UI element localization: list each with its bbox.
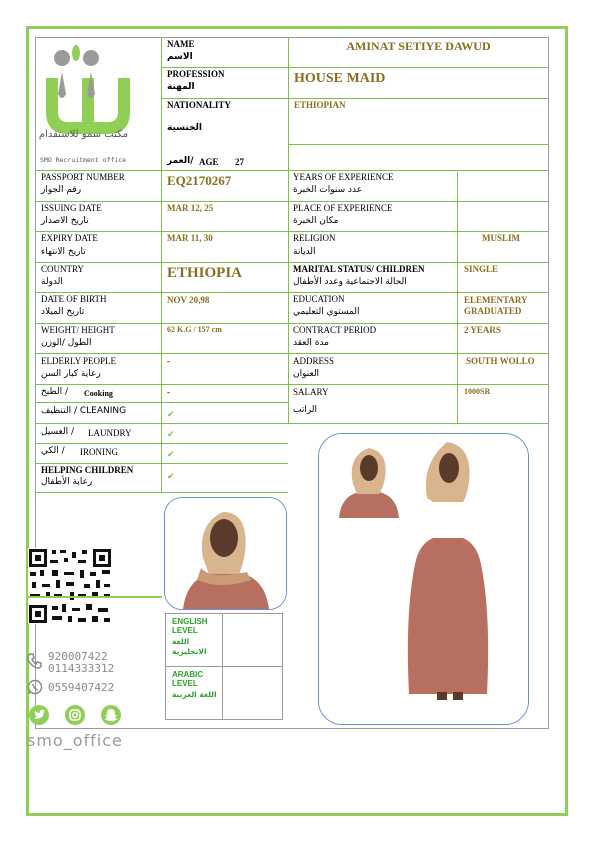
dob-label: DATE OF BIRTH (41, 294, 107, 304)
laundry-label: LAUNDRY (88, 428, 132, 438)
divider (288, 144, 549, 145)
nationality-value: ETHIOPIAN (294, 100, 346, 110)
religion-label: RELIGION (293, 233, 336, 243)
issuing-date-value: MAR 12, 25 (167, 203, 214, 213)
divider (36, 443, 288, 444)
divider (36, 463, 288, 464)
religion-label-ar: الديانة (293, 247, 316, 257)
divider (457, 172, 458, 423)
company-logo (38, 40, 158, 168)
qr-code (28, 548, 112, 624)
divider (36, 292, 549, 293)
contract-period-label: CONTRACT PERIOD (293, 325, 377, 335)
age-label-ar: العمر/ (167, 156, 194, 166)
office-name-en: SMO Recruitment office (40, 156, 127, 164)
office-name-ar: مكتب سمو للاستقدام (38, 129, 128, 140)
address-label: ADDRESS (293, 356, 335, 366)
country-label: COUNTRY (41, 264, 85, 274)
passport-label-ar: رقم الجواز (41, 185, 82, 195)
ironing-check-icon: ✔ (167, 450, 175, 460)
whatsapp-icon (27, 679, 43, 699)
phone-number-1: 920007422 (48, 650, 108, 663)
cleaning-check-icon: ✔ (167, 410, 175, 420)
office-handle: smo_office (27, 731, 123, 750)
dob-label-ar: تاريخ الميلاد (41, 307, 85, 317)
dob-value: NOV 20,98 (167, 295, 210, 305)
profession-value: HOUSE MAID (294, 71, 386, 86)
ironing-label: IRONING (80, 447, 118, 457)
marital-status-label: MARITAL STATUS/ CHILDREN (293, 264, 425, 274)
weight-height-label-ar: الطول /الوزن (41, 338, 92, 348)
issuing-date-label-ar: تاريخ الاصدار (41, 216, 89, 226)
divider (36, 262, 549, 263)
laundry-check-icon: ✔ (167, 430, 175, 440)
salary-label-ar: الراتب (293, 405, 318, 415)
cooking-label-ar: الطبخ / (41, 387, 69, 397)
country-label-ar: الدولة (41, 277, 63, 287)
education-label-ar: المستوي التعليمي (293, 307, 360, 317)
place-of-experience-label: PLACE OF EXPERIENCE (293, 203, 393, 213)
salary-value: 1000SR (464, 387, 491, 396)
divider (36, 323, 549, 324)
helping-children-label: HELPING CHILDREN (41, 465, 134, 475)
expiry-date-label-ar: تاريخ الانتهاء (41, 247, 86, 257)
cleaning-label: التنظيف / CLEANING (41, 406, 127, 416)
ironing-label-ar: الكي / (41, 446, 65, 456)
weight-height-value: 62 K.G / 157 cm (167, 325, 222, 334)
cooking-value: - (167, 387, 170, 397)
contract-period-label-ar: مدة العقد (293, 338, 329, 348)
country-value: ETHIOPIA (167, 265, 243, 281)
divider (288, 37, 289, 423)
name-label-ar: الاسم (167, 52, 193, 62)
cooking-label: Cooking (84, 389, 113, 398)
passport-label: PASSPORT NUMBER (41, 172, 125, 182)
candidate-name: AMINAT SETIYE DAWUD (346, 39, 491, 53)
age-value: 27 (235, 157, 244, 167)
contract-period-value: 2 YEARS (464, 325, 501, 335)
divider (36, 423, 549, 424)
phone-icon (26, 652, 44, 674)
helping-children-check-icon: ✔ (167, 472, 175, 482)
divider (36, 492, 288, 493)
divider (161, 98, 549, 99)
instagram-icon[interactable] (65, 705, 85, 725)
marital-status-value: SINGLE (464, 264, 499, 274)
issuing-date-label: ISSUING DATE (41, 203, 102, 213)
snapchat-icon[interactable] (101, 705, 121, 725)
experience-label-ar: عدد سنوات الخبرة (293, 185, 363, 195)
nationality-label: NATIONALITY (167, 100, 231, 110)
divider (36, 170, 549, 171)
name-label: NAME (167, 39, 195, 49)
elderly-value: - (167, 356, 170, 366)
full-body-photo (318, 433, 529, 725)
marital-status-label-ar: الحالة الاجتماعية وعدد الأطفال (293, 277, 407, 287)
helping-children-label-ar: رعاية الأطفال (41, 477, 93, 487)
address-label-ar: العنوان (293, 369, 320, 379)
age-label: AGE (199, 157, 219, 167)
twitter-icon[interactable] (29, 705, 49, 725)
divider (36, 353, 549, 354)
whatsapp-number: 0559407422 (48, 681, 115, 694)
religion-value: MUSLIM (482, 233, 520, 243)
profession-label: PROFESSION (167, 69, 225, 79)
headshot-photo (164, 497, 287, 610)
divider (36, 201, 549, 202)
place-of-experience-label-ar: مكان الخبرة (293, 216, 339, 226)
laundry-label-ar: الغسيل / (41, 427, 75, 437)
divider (36, 402, 288, 403)
elderly-label-ar: رعاية كبار السن (41, 369, 101, 379)
divider (36, 384, 549, 385)
salary-label: SALARY (293, 387, 329, 397)
profession-label-ar: المهنة (167, 82, 195, 92)
expiry-date-value: MAR 11, 30 (167, 233, 213, 243)
nationality-label-ar: الجنسية (167, 123, 202, 133)
education-label: EDUCATION (293, 294, 345, 304)
weight-height-label: WEIGHT/ HEIGHT (41, 325, 115, 335)
arabic-level-label-ar: اللغة العربية (172, 690, 217, 699)
logo-mark (38, 40, 158, 168)
experience-label: YEARS OF EXPERIENCE (293, 172, 394, 182)
elderly-label: ELDERLY PEOPLE (41, 356, 117, 366)
education-value: ELEMENTARY GRADUATED (464, 295, 528, 316)
passport-value: EQ2170267 (167, 173, 232, 188)
divider (36, 231, 549, 232)
divider (165, 666, 283, 667)
divider (161, 67, 549, 68)
divider (28, 596, 162, 598)
english-level-label-ar: اللغة الانجليزية (172, 637, 207, 656)
address-value: SOUTH WOLLO (466, 356, 535, 366)
english-level-label: ENGLISH LEVEL (172, 617, 208, 635)
expiry-date-label: EXPIRY DATE (41, 233, 98, 243)
arabic-level-label: ARABIC LEVEL (172, 670, 204, 688)
phone-number-2: 0114333312 (48, 662, 115, 675)
